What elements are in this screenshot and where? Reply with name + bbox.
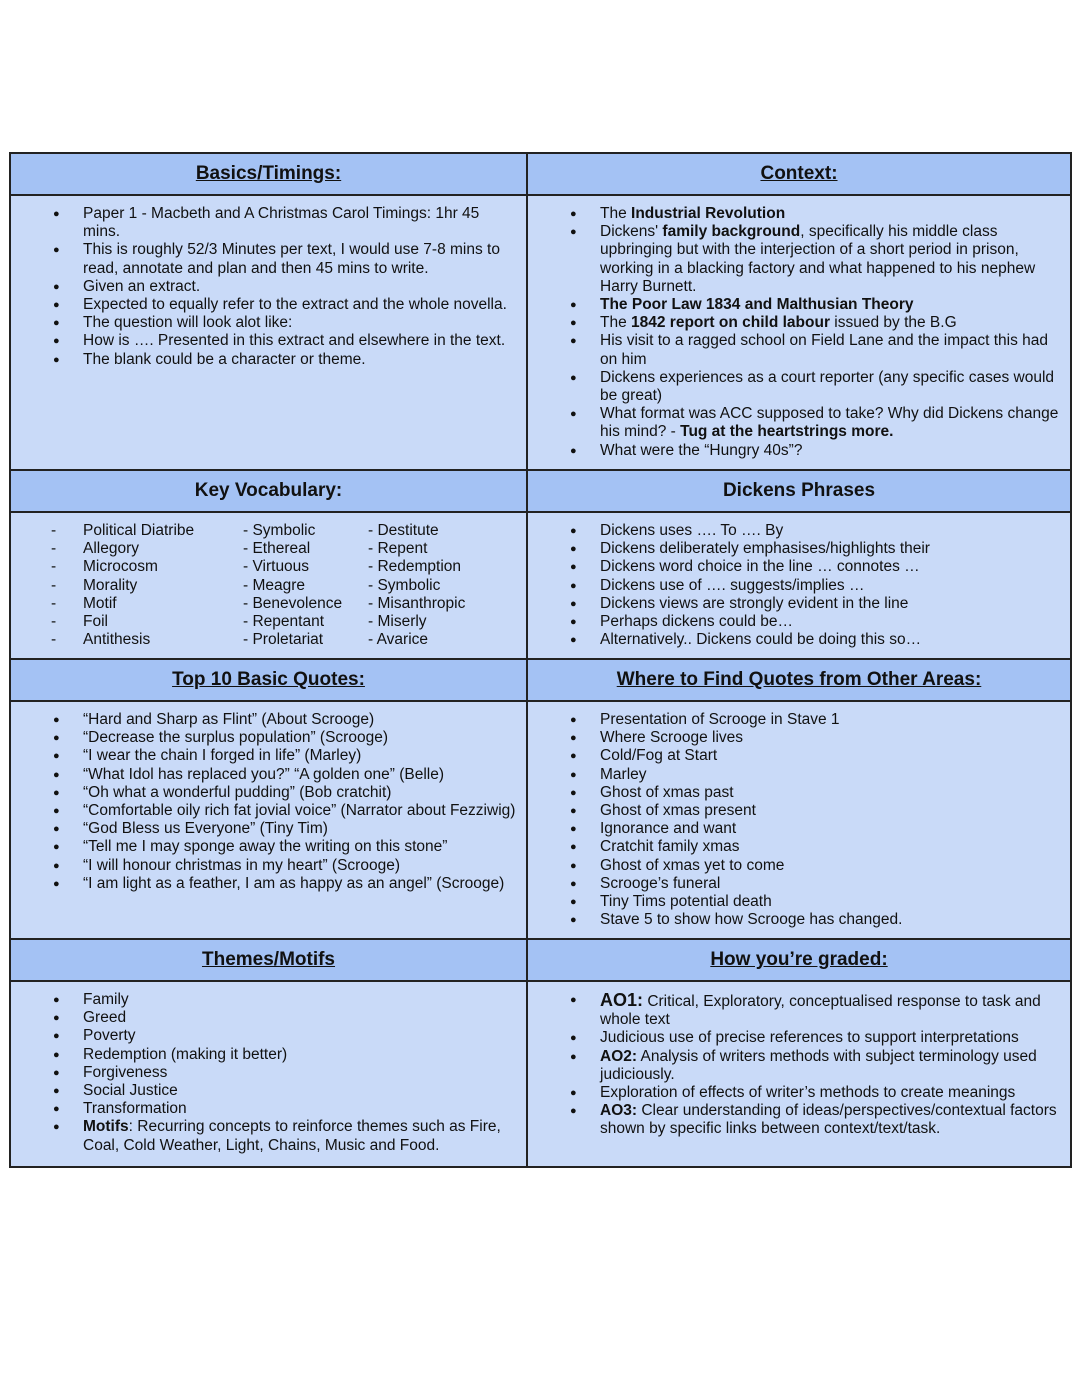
list-item: [528, 766, 1062, 784]
list-item: [528, 558, 1062, 576]
section-header: [528, 940, 1070, 982]
item-text: Perhaps dickens could be…: [600, 613, 794, 631]
list-item: [11, 766, 518, 784]
item-text: AO2:: [600, 1047, 638, 1065]
item-text: Dickens word choice in the line … connotes …: [600, 558, 920, 576]
item-text: Dickens experiences as a court reporter (any specific cases would be great): [600, 368, 1055, 405]
list-item: [11, 729, 518, 747]
vocab-term: - Ethereal: [243, 540, 311, 558]
vocab-term: - Meagre: [243, 576, 306, 594]
item-text: Dickens': [600, 223, 663, 241]
list-item: [11, 1009, 518, 1027]
bullet-list: [528, 711, 1062, 929]
item-text: Marley: [600, 765, 647, 783]
item-text: Tiny Tims potential death: [600, 893, 772, 911]
item-text: Ghost of xmas present: [600, 802, 756, 820]
section-title: How you’re graded:: [710, 949, 888, 970]
vocab-term: - Benevolence: [243, 594, 343, 612]
vocab-term: - Repentant: [243, 613, 324, 631]
vocab-term: - Miserly: [368, 613, 427, 631]
section-header: [528, 471, 1070, 513]
vocab-term: - Symbolic: [243, 522, 316, 539]
item-text: Cold/Fog at Start: [600, 747, 718, 765]
section-body: [528, 702, 1070, 940]
vocab-term: - Destitute: [368, 522, 439, 539]
list-item: [11, 1118, 518, 1154]
vocab-term: Microcosm: [83, 558, 158, 576]
list-item: [11, 1064, 518, 1082]
bullet-list: [528, 522, 1062, 649]
list-item: [528, 314, 1062, 332]
list-item: [528, 838, 1062, 856]
section-header: [11, 154, 528, 196]
item-text: How is …. Presented in this extract and elsewhere in the text.: [83, 332, 506, 350]
list-item: [528, 205, 1062, 223]
vocab-term: - Misanthropic: [368, 594, 466, 612]
section-body: [528, 982, 1070, 1166]
list-item: [528, 729, 1062, 747]
list-item: [11, 802, 518, 820]
item-text: Motifs: [83, 1118, 129, 1136]
vocab-term: - Virtuous: [243, 558, 310, 576]
list-item: [528, 522, 1062, 540]
vocab-term: Morality: [83, 576, 138, 594]
list-item: [11, 1046, 518, 1064]
dash-marker: -: [51, 594, 57, 612]
bullet-list: [528, 991, 1062, 1139]
item-text: Cratchit family xmas: [600, 838, 740, 856]
item-text: Exploration of effects of writer’s methods to create meanings: [600, 1084, 1016, 1102]
list-item: [528, 442, 1062, 460]
list-item: [11, 838, 518, 856]
list-item: [11, 351, 518, 369]
item-text: “God Bless us Everyone” (Tiny Tim): [83, 820, 328, 838]
list-item: [11, 747, 518, 765]
vocab-term: - Symbolic: [368, 576, 441, 594]
list-item: [11, 278, 518, 296]
list-item: [11, 296, 518, 314]
item-text: His visit to a ragged school on Field Lane and the impact this had on him: [600, 332, 1049, 368]
bullet-list: [11, 991, 518, 1155]
list-item: [11, 820, 518, 838]
dash-marker: -: [51, 576, 57, 594]
section-title: Context:: [760, 163, 838, 184]
section-title: Where to Find Quotes from Other Areas:: [616, 669, 982, 690]
dash-marker: -: [51, 540, 57, 558]
bullet-list: [11, 205, 518, 369]
vocab-list: [11, 522, 518, 649]
item-text: The blank could be a character or theme.: [83, 350, 366, 368]
section-header: [11, 660, 528, 702]
list-item: [528, 1029, 1062, 1047]
bullet-list: [528, 205, 1062, 460]
bullet-list: [11, 711, 518, 893]
item-text: : Recurring concepts to reinforce themes such as Fire, Coal, Cold Weather, Light, Chains, Music and Food.: [83, 1118, 501, 1154]
vocab-term: - Avarice: [368, 631, 429, 649]
list-item: [528, 1084, 1062, 1102]
list-item: [528, 405, 1062, 441]
section-body: [528, 196, 1070, 471]
list-item: [11, 205, 518, 241]
list-item: [11, 784, 518, 802]
item-text: Dickens uses …. To …. By: [600, 522, 784, 539]
item-text: Forgiveness: [83, 1063, 168, 1081]
dash-marker: -: [51, 631, 57, 649]
item-text: “I wear the chain I forged in life” (Marley): [83, 747, 362, 765]
section-title: Top 10 Basic Quotes:: [172, 669, 365, 690]
item-text: AO3:: [600, 1102, 638, 1120]
item-text: Stave 5 to show how Scrooge has changed.: [600, 911, 903, 929]
section-title: Themes/Motifs: [201, 949, 336, 970]
item-text: This is roughly 52/3 Minutes per text, I would use 7-8 mins to read, annotate and plan and then 45 mins to write.: [83, 241, 500, 277]
list-item: [528, 711, 1062, 729]
vocab-term: Political Diatribe: [83, 522, 195, 539]
revision-table: [9, 152, 1072, 1168]
list-item: [528, 991, 1062, 1029]
section-header: [528, 154, 1070, 196]
list-item: [11, 1100, 518, 1118]
list-item: [11, 314, 518, 332]
item-text: , specifically his middle class upbringing but with the interjection of a short period in prison, working in a blacking factory and what happened to his nephew Harry Burnett.: [600, 223, 1036, 295]
section-body: [11, 702, 528, 940]
list-item: [11, 857, 518, 875]
item-text: Family: [83, 991, 129, 1008]
item-text: Ghost of xmas past: [600, 783, 734, 801]
list-item: [528, 1102, 1062, 1138]
item-text: “Decrease the surplus population” (Scrooge): [83, 729, 388, 747]
section-title: Key Vocabulary:: [194, 480, 343, 501]
item-text: issued by the B.G: [829, 314, 957, 332]
list-item: [528, 893, 1062, 911]
item-text: Paper 1 - Macbeth and A Christmas Carol Timings: 1hr 45 mins.: [83, 205, 480, 241]
section-body: [11, 982, 528, 1166]
item-text: Poverty: [83, 1027, 136, 1045]
dash-marker: -: [51, 522, 57, 539]
dash-marker: -: [51, 558, 57, 576]
vocab-term: - Redemption: [368, 558, 462, 576]
vocab-term: Foil: [83, 613, 108, 631]
item-text: “What Idol has replaced you?” “A golden one” (Belle): [83, 765, 445, 783]
list-item: [528, 875, 1062, 893]
item-text: Dickens deliberately emphasises/highlights their: [600, 540, 930, 558]
list-item: [528, 1048, 1062, 1084]
item-text: Expected to equally refer to the extract and the whole novella.: [83, 296, 507, 314]
section-body: [528, 513, 1070, 660]
list-item: [11, 711, 518, 729]
item-text: The Poor Law 1834 and Malthusian Theory: [600, 296, 914, 314]
item-text: family background: [662, 223, 801, 241]
item-text: Alternatively.. Dickens could be doing this so…: [600, 631, 922, 649]
list-item: [528, 369, 1062, 405]
item-text: AO1:: [600, 990, 644, 1010]
item-text: The: [600, 314, 632, 332]
item-text: 1842 report on child labour: [631, 314, 830, 332]
section-header: [11, 471, 528, 513]
item-text: Social Justice: [83, 1082, 178, 1100]
item-text: Ignorance and want: [600, 820, 737, 838]
list-item: [528, 857, 1062, 875]
item-text: “Comfortable oily rich fat jovial voice” (Narrator about Fezziwig): [83, 802, 516, 820]
list-item: [528, 631, 1062, 649]
list-item: [11, 1027, 518, 1045]
list-item: [528, 911, 1062, 929]
item-text: The question will look alot like:: [83, 314, 293, 332]
list-item: [11, 875, 518, 893]
item-text: Given an extract.: [83, 277, 201, 295]
list-item: [528, 613, 1062, 631]
item-text: “I will honour christmas in my heart” (Scrooge): [83, 856, 400, 874]
item-text: Scrooge’s funeral: [600, 874, 721, 892]
item-text: Analysis of writers methods with subject terminology used judiciously.: [600, 1047, 1037, 1083]
item-text: Critical, Exploratory, conceptualised response to task and whole text: [600, 993, 1041, 1029]
item-text: Where Scrooge lives: [600, 729, 744, 747]
section-header: [11, 940, 528, 982]
section-title: Dickens Phrases: [722, 480, 876, 501]
list-item: [528, 784, 1062, 802]
item-text: The: [600, 205, 632, 222]
vocab-term: Antithesis: [83, 631, 151, 649]
item-text: What format was ACC supposed to take? Why did Dickens change his mind? -: [600, 405, 1059, 441]
list-item: [528, 540, 1062, 558]
list-item: [528, 595, 1062, 613]
vocab-term: Motif: [83, 594, 117, 612]
item-text: “Oh what a wonderful pudding” (Bob cratchit): [83, 783, 392, 801]
list-item: [528, 802, 1062, 820]
item-text: Dickens use of …. suggests/implies …: [600, 576, 865, 594]
list-item: [11, 1082, 518, 1100]
item-text: “Tell me I may sponge away the writing on this stone”: [83, 838, 448, 856]
vocab-term: Allegory: [83, 540, 139, 558]
item-text: Dickens views are strongly evident in the line: [600, 594, 909, 612]
item-text: Clear understanding of ideas/perspectives/contextual factors shown by specific links between context/text/task.: [600, 1102, 1057, 1138]
item-text: Greed: [83, 1009, 127, 1027]
section-title: Basics/Timings:: [195, 163, 342, 184]
list-item: [528, 332, 1062, 368]
list-item: [528, 747, 1062, 765]
list-item: [528, 296, 1062, 314]
item-text: “I am light as a feather, I am as happy as an angel” (Scrooge): [83, 874, 505, 892]
item-text: Tug at the heartstrings more.: [680, 423, 894, 441]
list-item: [528, 820, 1062, 838]
item-text: Transformation: [83, 1100, 187, 1118]
list-item: [528, 223, 1062, 296]
section-header: [528, 660, 1070, 702]
vocab-term: - Repent: [368, 540, 428, 558]
item-text: Ghost of xmas yet to come: [600, 856, 785, 874]
item-text: “Hard and Sharp as Flint” (About Scrooge): [83, 711, 375, 728]
section-body: [11, 513, 528, 660]
list-item: [11, 332, 518, 350]
item-text: What were the “Hungry 40s”?: [600, 441, 803, 459]
item-text: Industrial Revolution: [631, 205, 786, 222]
list-item: [11, 991, 518, 1009]
vocab-term: - Proletariat: [243, 631, 324, 649]
item-text: Presentation of Scrooge in Stave 1: [600, 711, 840, 728]
item-text: Redemption (making it better): [83, 1045, 288, 1063]
section-body: [11, 196, 528, 471]
list-item: [11, 241, 518, 277]
item-text: Judicious use of precise references to support interpretations: [600, 1029, 1019, 1047]
dash-marker: -: [51, 613, 57, 631]
list-item: [528, 577, 1062, 595]
